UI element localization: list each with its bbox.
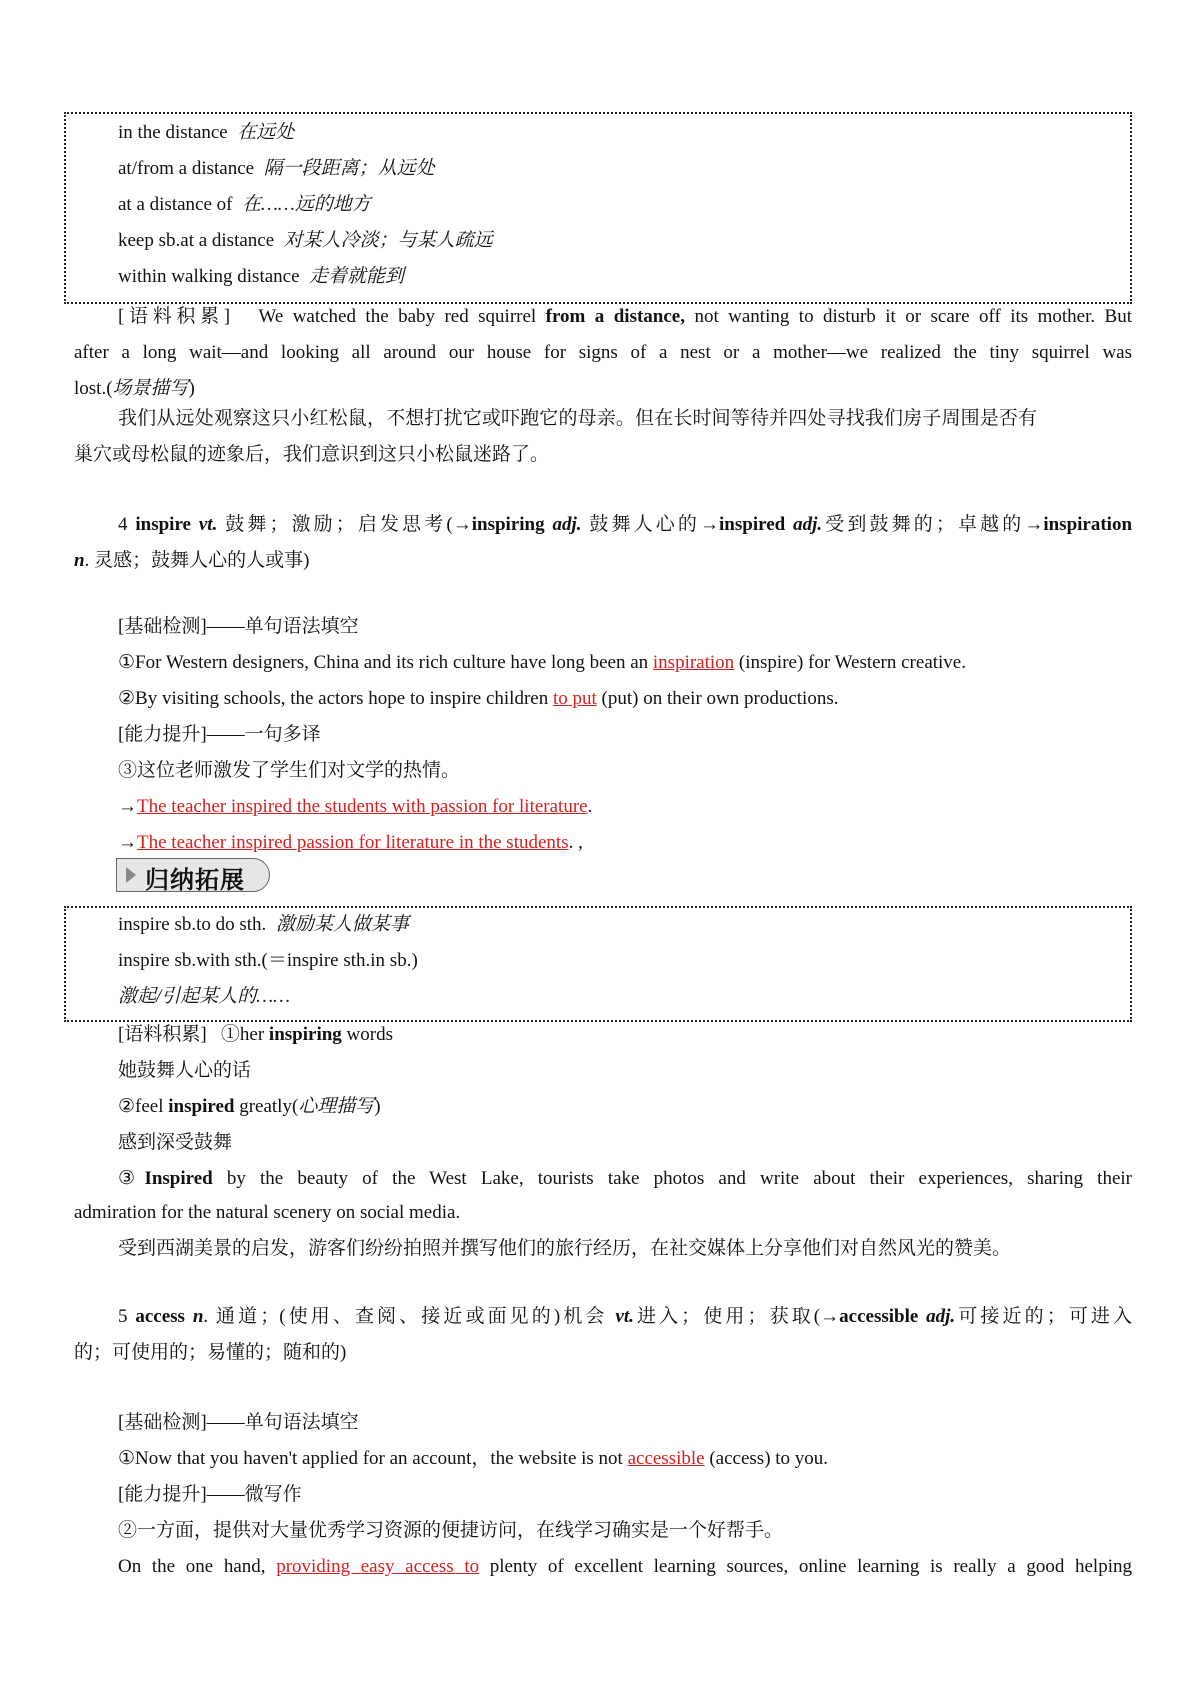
corpus-sentence-line xyxy=(74,377,195,401)
entry-meaning: 鼓舞；激励；启发思考(→ xyxy=(225,514,472,535)
phrase-en: keep sb.at a distance xyxy=(118,230,275,251)
section-label: [基础检测] xyxy=(118,616,207,637)
phrase-en: at a distance of xyxy=(118,194,233,215)
answer-punct: . xyxy=(587,796,593,817)
answer-text: accessible xyxy=(627,1448,705,1469)
entry-pos: vt. xyxy=(615,1306,634,1327)
question-line xyxy=(118,651,966,675)
entry-meaning: 受到鼓舞的；卓越的→ xyxy=(822,514,1044,535)
corpus-keyword: inspired xyxy=(168,1096,235,1117)
translation-text: 她鼓舞人心的话 xyxy=(118,1060,252,1081)
badge-label: 归纳拓展 xyxy=(145,866,245,894)
entry-word: access xyxy=(135,1306,185,1327)
corpus-item xyxy=(118,1095,381,1119)
answer-text: inspiration xyxy=(652,652,735,673)
phrase-zh: 激励某人做某事 xyxy=(275,914,409,935)
phrase-en: inspire sb.to do sth. xyxy=(118,914,267,935)
corpus-text: ) xyxy=(374,1096,381,1117)
section-sub: ——微写作 xyxy=(206,1484,302,1505)
phrase-zh: 在远处 xyxy=(237,122,295,143)
section-label-ability xyxy=(118,723,321,747)
section-label: [基础检测] xyxy=(118,1412,207,1433)
entry-number: 4 xyxy=(118,514,136,535)
phrase-line xyxy=(118,121,294,145)
entry-meaning: 进入；使用；获取(→ xyxy=(633,1306,840,1327)
question-line xyxy=(118,1447,828,1471)
entry-pos: adj. xyxy=(793,514,823,535)
phrase-zh: 对某人冷淡；与某人疏远 xyxy=(283,230,493,251)
corpus-translation-line xyxy=(74,443,549,467)
phrase-line xyxy=(118,157,435,181)
answer-line xyxy=(118,1555,1132,1579)
entry-meaning: . 通道；(使用、查阅、接近或面见的)机会 xyxy=(203,1306,616,1327)
corpus-text: greatly( xyxy=(234,1096,299,1117)
entry-heading-access xyxy=(118,1305,1132,1329)
entry-word: inspire xyxy=(135,514,191,535)
corpus-text: words xyxy=(341,1024,393,1045)
corpus-text: lost.( xyxy=(74,378,113,399)
answer-text: The teacher inspired the students with passion for literature xyxy=(137,796,588,817)
answer-text: to put xyxy=(552,688,597,709)
question-text: ③这位老师激发了学生们对文学的热情。 xyxy=(118,760,461,781)
entry-pos: adj. xyxy=(552,514,582,535)
corpus-text: not wanting to disturb it or scare off its mother. But xyxy=(685,306,1132,327)
arrow-icon: → xyxy=(118,796,137,817)
entry-meaning: 鼓舞人心的→ xyxy=(589,514,720,535)
answer-punct: . , xyxy=(568,832,583,853)
corpus-sentence-line xyxy=(118,305,1132,329)
corpus-translation-line xyxy=(118,1237,1011,1261)
corpus-item xyxy=(118,1167,1132,1191)
play-triangle-icon xyxy=(126,867,136,883)
entry-heading-inspire xyxy=(118,513,1132,537)
answer-text: providing easy access to xyxy=(276,1556,480,1577)
section-sub: ——单句语法填空 xyxy=(206,616,359,637)
question-text: ②By visiting schools, the actors hope to inspire children xyxy=(118,688,553,709)
phrase-en: in the distance xyxy=(118,122,228,143)
entry-derivative: inspired xyxy=(719,514,786,535)
summary-badge xyxy=(116,858,270,892)
entry-heading-line2 xyxy=(74,549,309,573)
corpus-tag-zh: 心理描写 xyxy=(298,1096,375,1117)
corpus-tag: [语料积累] xyxy=(118,1024,207,1045)
phrase-en: within walking distance xyxy=(118,266,300,287)
question-text: ②一方面，提供对大量优秀学习资源的便捷访问，在线学习确实是一个好帮手。 xyxy=(118,1520,784,1541)
corpus-text: by the beauty of the West Lake, tourists take photos and write about their experiences, sharing their xyxy=(212,1168,1132,1189)
section-sub: ——一句多译 xyxy=(206,724,321,745)
entry-meaning: . 灵感；鼓舞人心的人或事) xyxy=(84,550,310,571)
entry-derivative: inspiration xyxy=(1043,514,1133,535)
answer-prefix: On the one hand, xyxy=(118,1556,277,1577)
answer-line xyxy=(118,831,583,855)
phrase-zh: 在……远的地方 xyxy=(241,194,371,215)
phrase-zh: 激起/引起某人的…… xyxy=(118,986,291,1007)
phrase-line xyxy=(118,265,404,289)
section-label-basic xyxy=(118,615,359,639)
phrase-zh: 隔一段距离；从远处 xyxy=(263,158,435,179)
answer-suffix: plenty of excellent learning sources, online learning is really a good helping xyxy=(479,1556,1132,1577)
question-line xyxy=(118,1519,783,1543)
corpus-keyword: from a distance, xyxy=(545,306,685,327)
corpus-text: We watched the baby red squirrel xyxy=(258,306,546,327)
entry-meaning: 可接近的；可进入 xyxy=(955,1306,1133,1327)
translation-text: 我们从远处观察这只小红松鼠，不想打扰它或吓跑它的母亲。但在长时间等待并四处寻找我们房子周围是否有 xyxy=(118,408,1038,429)
corpus-item xyxy=(118,1023,393,1047)
entry-derivative: inspiring xyxy=(471,514,545,535)
corpus-translation-line xyxy=(118,1059,251,1083)
phrase-line xyxy=(118,913,409,937)
section-sub: ——单句语法填空 xyxy=(206,1412,359,1433)
corpus-item-line2 xyxy=(74,1201,460,1225)
entry-pos: n xyxy=(192,1306,204,1327)
answer-line xyxy=(118,795,592,819)
section-label-basic xyxy=(118,1411,359,1435)
entry-pos: adj. xyxy=(926,1306,956,1327)
section-label: [能力提升] xyxy=(118,724,207,745)
entry-meaning: 的；可使用的；易懂的；随和的) xyxy=(74,1342,347,1363)
question-line xyxy=(118,687,838,711)
question-text: ①Now that you haven't applied for an account，the website is not xyxy=(118,1448,628,1469)
section-label: [能力提升] xyxy=(118,1484,207,1505)
corpus-text: ②feel xyxy=(118,1096,169,1117)
corpus-keyword: Inspired xyxy=(144,1168,213,1189)
question-text: ①For Western designers, China and its rich culture have long been an xyxy=(118,652,653,673)
corpus-text: ①her xyxy=(220,1024,269,1045)
phrase-line xyxy=(118,949,418,973)
translation-text: 感到深受鼓舞 xyxy=(118,1132,233,1153)
question-text: (access) to you. xyxy=(704,1448,829,1469)
corpus-translation-line xyxy=(118,1131,232,1155)
corpus-text: ③ xyxy=(118,1168,145,1189)
phrase-en: inspire sb.with sth.(＝inspire sth.in sb.) xyxy=(118,950,418,971)
translation-text: 受到西湖美景的启发，游客们纷纷拍照并撰写他们的旅行经历，在社交媒体上分享他们对自然风光的赞美。 xyxy=(118,1238,1012,1259)
phrase-en: at/from a distance xyxy=(118,158,255,179)
entry-heading-line2 xyxy=(74,1341,346,1365)
corpus-tag: [语料积累] xyxy=(118,306,231,327)
corpus-translation-line xyxy=(118,407,1037,431)
section-label-ability xyxy=(118,1483,302,1507)
corpus-keyword: inspiring xyxy=(268,1024,342,1045)
answer-text: The teacher inspired passion for literature in the students xyxy=(137,832,569,853)
entry-pos: n xyxy=(74,550,85,571)
corpus-text: admiration for the natural scenery on social media. xyxy=(74,1202,461,1223)
translation-text: 巢穴或母松鼠的迹象后，我们意识到这只小松鼠迷路了。 xyxy=(74,444,550,465)
question-text: (inspire) for Western creative. xyxy=(734,652,966,673)
entry-pos: vt. xyxy=(198,514,218,535)
phrase-line xyxy=(118,229,493,253)
corpus-text: after a long wait—and looking all around our house for signs of a nest or a mother—we realized the tiny squirrel was xyxy=(74,342,1132,363)
question-text: (put) on their own productions. xyxy=(596,688,839,709)
entry-derivative: accessible xyxy=(839,1306,919,1327)
phrase-line xyxy=(118,193,371,217)
question-line xyxy=(118,759,460,783)
phrase-zh: 走着就能到 xyxy=(309,266,405,287)
arrow-icon: → xyxy=(118,832,137,853)
corpus-sentence-line xyxy=(74,341,1132,365)
corpus-text: ) xyxy=(188,378,195,399)
phrase-line xyxy=(118,985,290,1009)
entry-number: 5 xyxy=(118,1306,136,1327)
corpus-tag-zh: 场景描写 xyxy=(112,378,189,399)
